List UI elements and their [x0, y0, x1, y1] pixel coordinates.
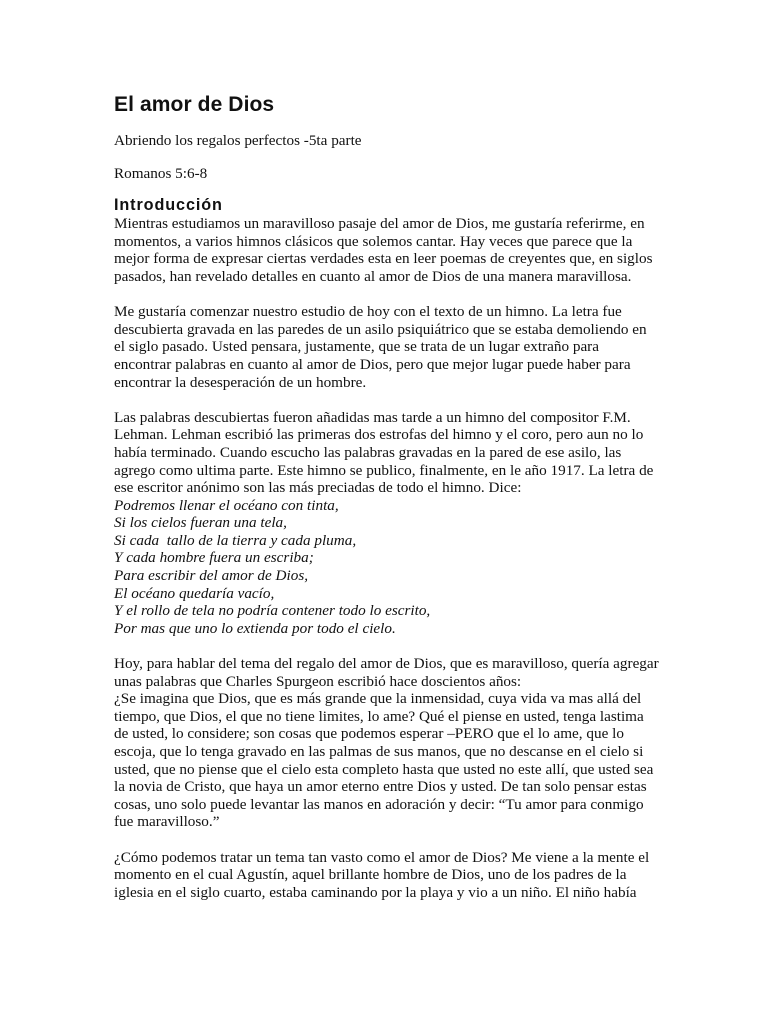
poem-line: Para escribir del amor de Dios,: [114, 567, 309, 585]
scripture-reference: Romanos 5:6-8: [114, 164, 208, 182]
paragraph-lehman: Las palabras descubiertas fueron añadidas mas tarde a un himno del compositor F.M. Lehman. Lehman escribió las primeras dos estrofas del himno y el coro, pero aun no lo había terminado. Cuando escucho las palabras gravadas en la pared de ese asilo, las agrego como ultima parte. Este himno se publico, finalmente, en le año 1917. La letra de ese escritor anónimo son las más preciadas de todo el himno. Dice:: [114, 408, 654, 497]
document-page: [114, 92, 659, 901]
poem-line: Si cada tallo de la tierra y cada pluma,: [114, 531, 357, 549]
poem-line: El océano quedaría vacío,: [114, 584, 275, 602]
paragraph-intro: Mientras estudiamos un maravilloso pasaje del amor de Dios, me gustaría referirme, en momentos, a varios himnos clásicos que solemos cantar. Hay veces que parece que la mejor forma de expresar ciertas verdades esta en leer poemas de creyentes que, en siglos pasados, han revelado detalles en cuanto al amor de Dios de una manera maravillosa.: [114, 215, 653, 285]
hymn-poem: [114, 497, 659, 638]
paragraph-spurgeon-intro: Hoy, para hablar del tema del regalo del amor de Dios, que es maravilloso, quería agregar unas palabras que Charles Spurgeon escribió hace doscientos años:: [114, 655, 659, 690]
paragraph-spurgeon-quote: ¿Se imagina que Dios, que es más grande que la inmensidad, cuya vida va mas allá del tiempo, que Dios, el que no tiene limites, lo ame? Qué el piense en usted, tenga lastima de usted, lo considere; son cosas que podemos esperar –PERO que el lo ame, que lo escoja, que lo tenga gravado en las palmas de sus manos, que no descanse en el cielo si usted, que no piense que el cielo esta completo hasta que usted no este allí, que usted sea la novia de Cristo, que haya un amor eterno entre Dios y usted. De tan solo pensar estas cosas, uno solo puede levantar las manos en adoración y decir: “Tu amor para conmigo fue maravilloso.”: [114, 690, 654, 831]
paragraph-augustine: ¿Cómo podemos tratar un tema tan vasto como el amor de Dios? Me viene a la mente el momento en el cual Agustín, aquel brillante hombre de Dios, uno de los padres de la iglesia en el siglo cuarto, estaba caminando por la playa y vio a un niño. El niño había: [114, 848, 650, 901]
paragraph-asylum: Me gustaría comenzar nuestro estudio de hoy con el texto de un himno. La letra fue descubierta gravada en las paredes de un asilo psiquiátrico que se estaba demoliendo en el siglo pasado. Usted pensara, justamente, que se trata de un lugar extraño para encontrar palabras en cuanto al amor de Dios, pero que mejor lugar puede haber para encontrar la desesperación de un hombre.: [114, 303, 647, 391]
document-subtitle: Abriendo los regalos perfectos -5ta parte: [114, 132, 362, 149]
poem-line: Y cada hombre fuera un escriba;: [114, 549, 314, 567]
section-heading-introduction: Introducción: [114, 196, 223, 215]
poem-line: Si los cielos fueran una tela,: [114, 514, 287, 532]
poem-line: Podremos llenar el océano con tinta,: [114, 496, 339, 514]
document-title: El amor de Dios: [114, 93, 275, 116]
poem-line: Y el rollo de tela no podría contener todo lo escrito,: [114, 602, 431, 620]
poem-line: Por mas que uno lo extienda por todo el cielo.: [114, 619, 396, 637]
